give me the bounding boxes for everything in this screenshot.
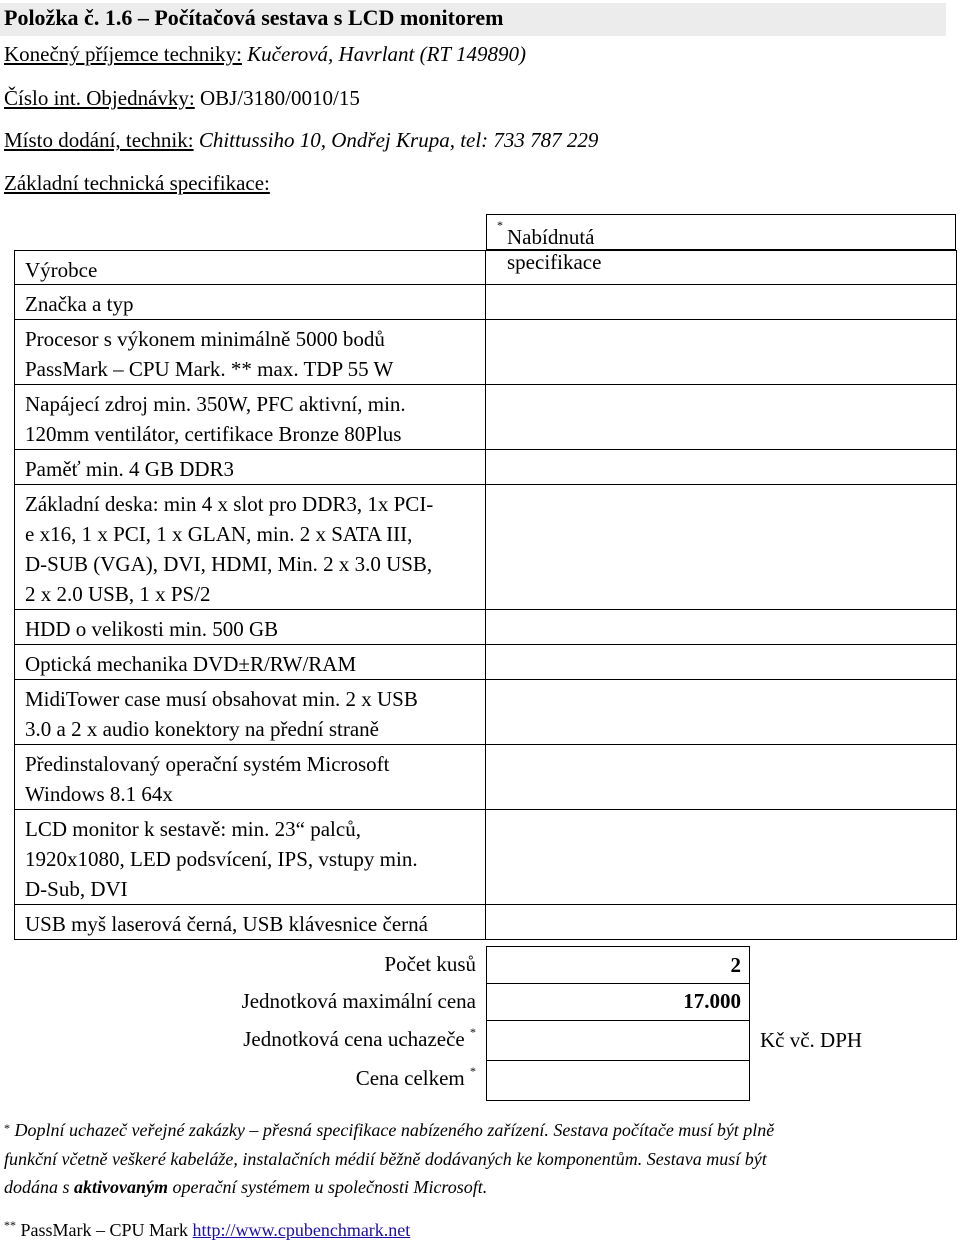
recipient-label: Konečný příjemce techniky: <box>4 42 242 66</box>
delivery-value: Chittussiho 10, Ondřej Krupa, tel: 733 787 229 <box>198 128 599 152</box>
spec-requirement-line: e x16, 1 x PCI, 1 x GLAN, min. 2 x SATA III, <box>25 522 413 546</box>
spec-row <box>14 450 957 485</box>
order-line <box>4 86 360 111</box>
spec-requirement <box>14 320 486 384</box>
unit-price-label: Jednotková cena uchazeče <box>243 1027 465 1051</box>
offer-header-label: Nabídnutá specifikace <box>507 225 602 274</box>
spec-requirement-line: 1920x1080, LED podsvícení, IPS, vstupy min. <box>25 847 418 871</box>
spec-requirement-line: Paměť min. 4 GB DDR3 <box>25 457 235 481</box>
spec-row <box>14 610 957 645</box>
delivery-label: Místo dodání, technik: <box>4 128 194 152</box>
spec-row <box>14 485 957 610</box>
spec-requirement-line: LCD monitor k sestavě: min. 23“ palců, <box>25 817 361 841</box>
spec-requirement-line: PassMark – CPU Mark. ** max. TDP 55 W <box>25 357 394 381</box>
spec-requirement <box>14 285 486 319</box>
spec-row <box>14 285 957 320</box>
qty-box <box>486 946 750 984</box>
offer-spec-cell[interactable] <box>486 680 957 744</box>
currency-label: Kč vč. DPH <box>760 1028 863 1052</box>
spec-requirement-line: Předinstalovaný operační systém Microsoft <box>25 752 390 776</box>
spec-requirement-line: 2 x 2.0 USB, 1 x PS/2 <box>25 582 211 606</box>
spec-requirement <box>14 680 486 744</box>
spec-requirement-line: Procesor s výkonem minimálně 5000 bodů <box>25 327 385 351</box>
offer-spec-cell[interactable] <box>486 745 957 809</box>
spec-requirement <box>14 251 486 284</box>
spec-row <box>14 250 957 285</box>
spec-requirement-line: D-SUB (VGA), DVI, HDMI, Min. 2 x 3.0 USB, <box>25 552 433 576</box>
offer-spec-cell[interactable] <box>486 251 957 284</box>
max-price-label: Jednotková maximální cena <box>241 989 476 1013</box>
spec-label: Základní technická specifikace: <box>4 171 270 195</box>
spec-requirement-line: USB myš laserová černá, USB klávesnice černá <box>25 912 428 936</box>
order-value: OBJ/3180/0010/15 <box>200 86 360 110</box>
qty-label: Počet kusů <box>384 952 476 976</box>
unit-price-input[interactable] <box>486 1021 750 1061</box>
total-label: Cena celkem <box>355 1066 465 1090</box>
spec-requirement-line: Základní deska: min 4 x slot pro DDR3, 1x PCI- <box>25 492 434 516</box>
offer-spec-cell[interactable] <box>486 320 957 384</box>
footnote-line-1 <box>4 1116 774 1145</box>
page-title: Položka č. 1.6 – Počítačová sestava s LCD monitorem <box>4 5 504 30</box>
spec-row <box>14 320 957 385</box>
delivery-line <box>4 128 598 153</box>
total-star: * <box>470 1064 476 1078</box>
total-line <box>200 1066 476 1091</box>
spec-requirement <box>14 810 486 904</box>
footnote-text-3a: dodána s <box>4 1177 70 1197</box>
unit-price-star: * <box>470 1025 476 1039</box>
offer-spec-cell[interactable] <box>486 385 957 449</box>
max-price-box <box>486 983 750 1021</box>
order-label: Číslo int. Objednávky: <box>4 86 195 110</box>
offer-spec-cell[interactable] <box>486 285 957 319</box>
max-price-value: 17.000 <box>683 989 741 1013</box>
spec-requirement <box>14 610 486 644</box>
spec-row <box>14 680 957 745</box>
spec-requirement-line: Napájecí zdroj min. 350W, PFC aktivní, min. <box>25 392 406 416</box>
spec-requirement-line: 120mm ventilátor, certifikace Bronze 80Plus <box>25 422 402 446</box>
spec-requirement <box>14 450 486 484</box>
passmark-footnote <box>4 1220 410 1241</box>
spec-requirement <box>14 905 486 939</box>
spec-row <box>14 810 957 905</box>
unit-price-line <box>200 1027 476 1052</box>
recipient-line <box>4 42 526 67</box>
spec-requirement-line: 3.0 a 2 x audio konektory na přední straně <box>25 717 379 741</box>
recipient-value: Kučerová, Havrlant (RT 149890) <box>247 42 526 66</box>
spec-row <box>14 385 957 450</box>
spec-row <box>14 905 957 940</box>
spec-requirement-line: Optická mechanika DVD±R/RW/RAM <box>25 652 357 676</box>
offer-header-star: * <box>497 218 503 232</box>
spec-requirement-line: MidiTower case musí obsahovat min. 2 x USB <box>25 687 418 711</box>
passmark-link[interactable]: http://www.cpubenchmark.net <box>192 1220 411 1240</box>
offer-spec-cell[interactable] <box>486 645 957 679</box>
total-price-input[interactable] <box>486 1061 750 1101</box>
spec-requirement-line: HDD o velikosti min. 500 GB <box>25 617 279 641</box>
offer-spec-cell[interactable] <box>486 485 957 609</box>
passmark-text: PassMark – CPU Mark <box>20 1220 189 1240</box>
spec-row <box>14 645 957 680</box>
qty-value: 2 <box>730 953 741 977</box>
offer-spec-cell[interactable] <box>486 905 957 939</box>
spec-requirement-line: Výrobce <box>25 258 98 282</box>
footnote-line-3 <box>4 1173 487 1202</box>
offer-spec-cell[interactable] <box>486 450 957 484</box>
spec-requirement <box>14 745 486 809</box>
footnote-text-3b: aktivovaným <box>74 1177 168 1197</box>
spec-requirement <box>14 385 486 449</box>
spec-requirement-line: D-Sub, DVI <box>25 877 128 901</box>
footnote-text-1: Doplní uchazeč veřejné zakázky – přesná specifikace nabízeného zařízení. Sestava počítače musí být plně <box>14 1120 775 1140</box>
passmark-stars: ** <box>4 1218 16 1232</box>
footnote-text-2: funkční včetně veškeré kabeláže, instalačních médií běžně dodávaných ke komponentům. Sestava musí být <box>4 1149 767 1169</box>
spec-requirement-line: Windows 8.1 64x <box>25 782 173 806</box>
offer-spec-cell[interactable] <box>486 810 957 904</box>
spec-requirement <box>14 645 486 679</box>
offer-spec-cell[interactable] <box>486 610 957 644</box>
spec-requirement <box>14 485 486 609</box>
footnote-text-3c: operační systémem u společnosti Microsoft. <box>172 1177 488 1197</box>
offer-spec-header <box>486 214 956 274</box>
spec-line <box>4 171 270 196</box>
spec-row <box>14 745 957 810</box>
spec-requirement-line: Značka a typ <box>25 292 134 316</box>
footnote-star: * <box>4 1121 10 1135</box>
